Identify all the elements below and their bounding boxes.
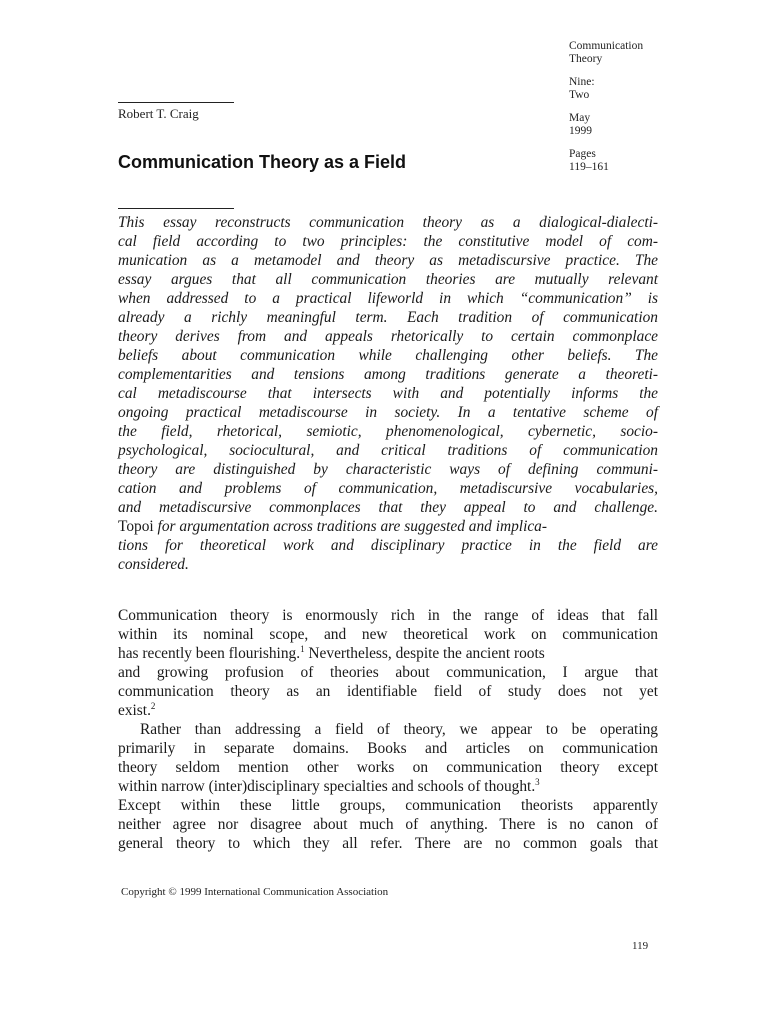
abstract-line: essay argues that all communication theories are mutually relevant [118,271,658,288]
abstract-line: cation and problems of communication, metadiscursive vocabularies, [118,480,658,497]
body-line: and growing profusion of theories about communication, I argue that [118,664,658,681]
body-line [118,701,658,720]
abstract-line: complementarities and tensions among traditions generate a theoreti- [118,366,658,383]
journal-title-line: Communication [569,40,644,52]
abstract-line [118,517,658,536]
abstract-line: the field, rhetorical, semiotic, phenomenological, cybernetic, socio- [118,423,658,440]
abstract-line: already a richly meaningful term. Each tradition of communication [118,309,658,326]
topoi-term: Topoi [118,518,154,535]
pages-range: 119–161 [569,160,609,173]
body-line-part: Nevertheless, despite the ancient roots [304,645,545,662]
volume-line: Nine: [569,76,595,88]
article-title: Communication Theory as a Field [118,152,407,172]
issue-line: Two [569,88,590,101]
abstract-line: and metadiscursive commonplaces that they appeal to and challenge. [118,499,658,516]
body-line: theory seldom mention other works on communication theory except [118,759,658,776]
body-line: Except within these little groups, communication theorists apparently [118,797,658,814]
journal-meta [569,40,759,184]
journal-title-line: Theory [569,52,603,65]
body-line [118,777,658,796]
month-line: May [569,112,591,124]
pages-label: Pages [569,148,596,160]
body-line: communication theory as an identifiable field of study does not yet [118,683,658,700]
body-line: primarily in separate domains. Books and articles on communication [118,740,658,757]
body-line [118,644,658,663]
abstract-line-rest: for argumentation across traditions are suggested and implica- [153,518,548,535]
body-line: Communication theory is enormously rich in the range of ideas that fall [118,607,658,624]
abstract-line: theory are distinguished by characteristic ways of defining communi- [118,461,658,478]
journal-pages [569,148,759,173]
abstract-line: This essay reconstructs communication theory as a dialogical-dialecti- [118,214,658,231]
journal-title [569,40,759,65]
body-line: within its nominal scope, and new theoretical work on communication [118,626,658,643]
body-text [118,606,658,853]
journal-volume [569,76,759,101]
abstract-line: cal metadiscourse that intersects with and potentially informs the [118,385,658,402]
abstract-line: when addressed to a practical lifeworld in which “communication” is [118,290,658,307]
journal-date [569,112,759,137]
author-divider [118,102,234,103]
footnote-ref: 2 [150,701,156,711]
abstract-line: munication as a metamodel and theory as metadiscursive practice. The [118,252,658,269]
body-line: neither agree nor disagree about much of anything. There is no canon of [118,816,658,833]
abstract-line: cal field according to two principles: the constitutive model of com- [118,233,658,250]
abstract-divider [118,208,234,209]
footnote-ref: 3 [535,777,540,787]
body-line-part: within narrow (inter)disciplinary specialties and schools of thought. [118,778,536,795]
body-line: Rather than addressing a field of theory, we appear to be operating [140,721,658,738]
abstract [118,213,658,574]
abstract-line: theory derives from and appeals rhetorically to certain commonplace [118,328,658,345]
year-line: 1999 [569,124,592,137]
body-line-part: exist. [118,702,151,719]
abstract-line: considered. [118,556,189,573]
abstract-line: beliefs about communication while challenging other beliefs. The [118,347,658,364]
body-line: general theory to which they all refer. There are no common goals that [118,835,658,852]
abstract-line: tions for theoretical work and disciplinary practice in the field are [118,537,658,554]
body-line-part: has recently been flourishing. [118,645,301,662]
abstract-line: ongoing practical metadiscourse in society. In a tentative scheme of [118,404,658,421]
abstract-line: psychological, sociocultural, and critical traditions of communication [118,442,658,459]
page-number: 119 [632,940,649,952]
author-name: Robert T. Craig [118,106,199,121]
footnote-ref: 1 [300,644,305,654]
copyright-notice: Copyright © 1999 International Communication Association [121,886,389,898]
